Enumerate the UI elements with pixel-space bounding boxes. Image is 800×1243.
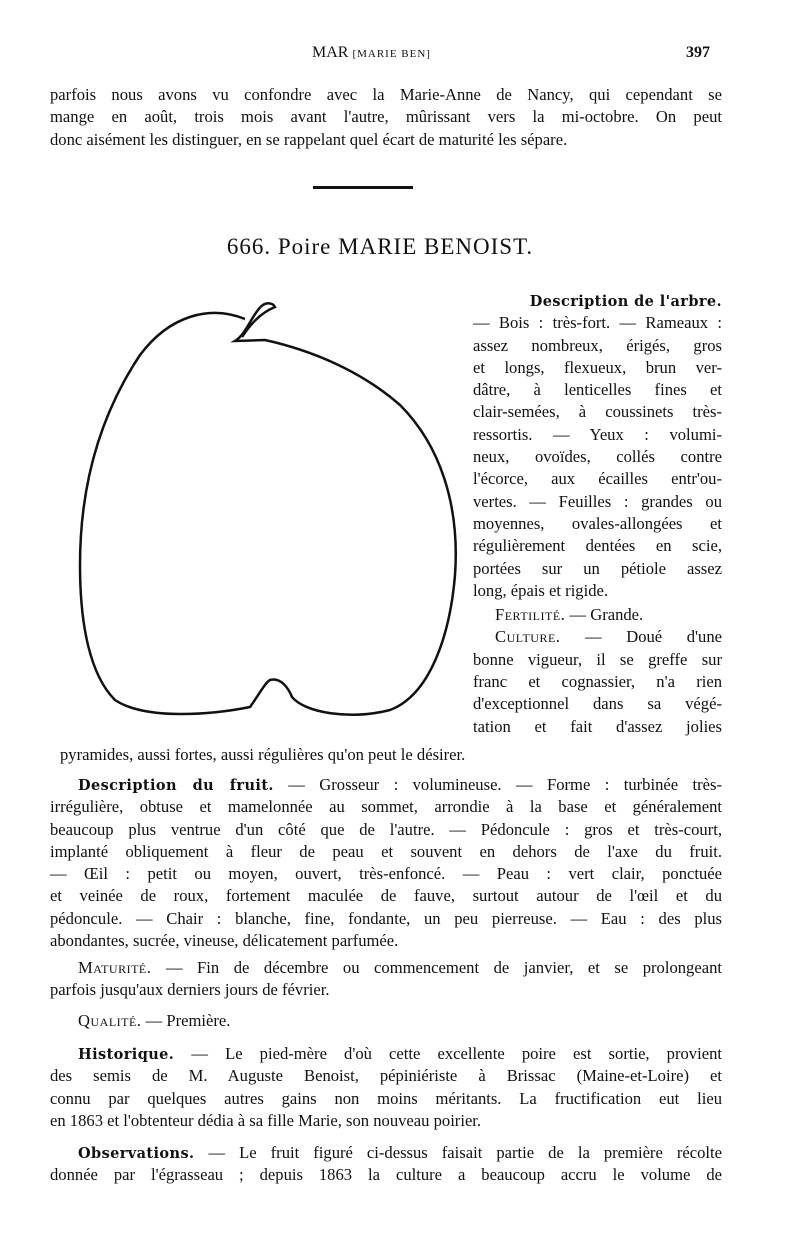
running-subtitle: [MARIE BEN] [352,48,431,60]
entry-title: 666. Poire MARIE BENOIST. [226,234,534,259]
text-line: neux, ovoïdes, collés contre [473,447,722,467]
text-line: moyennes, ovales-allongées et [473,513,722,533]
text-line: franc et cognassier, n'a rien [473,672,722,692]
fruit-description [50,774,722,952]
text-line: connu par quelques autres gains non moins méritants. La fructification eut lieu [50,1088,722,1108]
culture-label: Culture. [495,627,561,647]
fertility-text: — Grande. [569,605,644,625]
pear-outline-illustration [60,295,470,725]
culture-line [473,626,722,648]
text-line: d'exceptionnel dans sa végé- [473,694,722,714]
text-line: — Œil : petit ou moyen, ouvert, très-enfoncé. — Peau : vert clair, ponctuée [50,864,722,884]
observations-paragraph [50,1142,722,1187]
fertility-label: Fertilité. [495,605,566,625]
text-line: et longs, flexueux, brun ver- [473,357,722,377]
text-line: long, épais et rigide. [473,580,609,600]
section-rule [313,186,413,189]
intro-paragraph [50,84,722,151]
fertility-line [473,604,722,626]
text-line: des semis de M. Auguste Benoist, pépiniériste à Brissac (Maine-et-Loire) et [50,1066,722,1086]
running-head [312,44,431,62]
text-line: — Grosseur : volumineuse. — Forme : turbinée très- [288,775,722,794]
text-line: irrégulière, obtuse et mamelonnée au sommet, arrondie à la base et généralement [50,797,722,817]
text-line: — Le fruit figuré ci-dessus faisait partie de la première récolte [208,1143,722,1162]
text-line: dâtre, à lenticelles fines et [473,380,722,400]
quality-paragraph [50,1010,722,1032]
fruit-first-line [50,774,722,796]
text-line: — Bois : très-fort. — Rameaux : [473,313,722,333]
text-line: donc aisément les distinguer, en se rappelant quel écart de maturité les sépare. [50,129,568,149]
text-line: vertes. — Feuilles : grandes ou [473,491,722,511]
maturity-first-line [50,957,722,979]
text-line: ressortis. — Yeux : volumi- [473,424,722,444]
culture-continuation [60,744,722,766]
text-line: portées sur un pétiole assez [473,558,722,578]
text-line: pédoncule. — Chair : blanche, fine, fondante, un peu pierreuse. — Eau : des plus [50,908,722,928]
running-title: MAR [312,44,349,61]
text-line: en 1863 et l'obtenteur dédia à sa fille Marie, son nouveau poirier. [50,1110,482,1130]
observations-heading: Observations. [78,1145,195,1162]
text-line: pyramides, aussi fortes, aussi régulières qu'on peut le désirer. [60,745,466,764]
quality-label: Qualité. [78,1011,142,1030]
observations-first-line [50,1142,722,1164]
history-heading: Historique. [78,1046,175,1063]
text-line: clair-semées, à coussinets très- [473,402,722,422]
text-line: beaucoup plus ventrue d'un côté que de l'autre. — Pédoncule : gros et très-court, [50,819,722,839]
text-line: — Fin de décembre ou commencement de janvier, et se prolongeant [165,958,722,977]
quality-line [50,1010,722,1032]
history-paragraph [50,1043,722,1132]
text-line: et veinée de roux, fortement maculée de fauve, surtout autour de l'œil et du [50,886,722,906]
tree-heading [473,290,722,312]
text-line: — Doué d'une [585,627,722,647]
text-line: assez nombreux, érigés, gros [473,335,722,355]
heading-text: Description de l'arbre. [529,293,722,310]
text-line: abondantes, sucrée, vineuse, délicatement parfumée. [50,931,399,951]
text-line: — Le pied-mère d'où cette excellente poire est sortie, provient [191,1044,722,1063]
text-line: régulièrement dentées en scie, [473,536,722,556]
text-line: parfois nous avons vu confondre avec la Marie-Anne de Nancy, qui cependant se [50,85,722,104]
tree-description [473,290,722,738]
maturity-paragraph [50,957,722,1002]
text-line: parfois jusqu'aux derniers jours de février. [50,980,330,1000]
maturity-label: Maturité. [78,958,152,977]
text-line: tation et fait d'assez jolies [473,716,722,736]
fruit-heading: Description du fruit. [78,777,274,794]
history-first-line [50,1043,722,1065]
quality-text: — Première. [145,1011,231,1030]
text-line: l'écorce, aux écailles entr'ou- [473,469,722,489]
text-line: donnée par l'égrasseau ; depuis 1863 la culture a beaucoup accru le volume de [50,1165,722,1185]
page-number: 397 [686,44,710,61]
text-line: bonne vigueur, il se greffe sur [473,649,722,669]
text-line: implanté obliquement à fleur de peau et souvent en dehors de l'axe du fruit. [50,841,722,861]
text-line: mange en août, trois mois avant l'autre, mûrissant vers la mi-octobre. On peut [50,107,722,127]
